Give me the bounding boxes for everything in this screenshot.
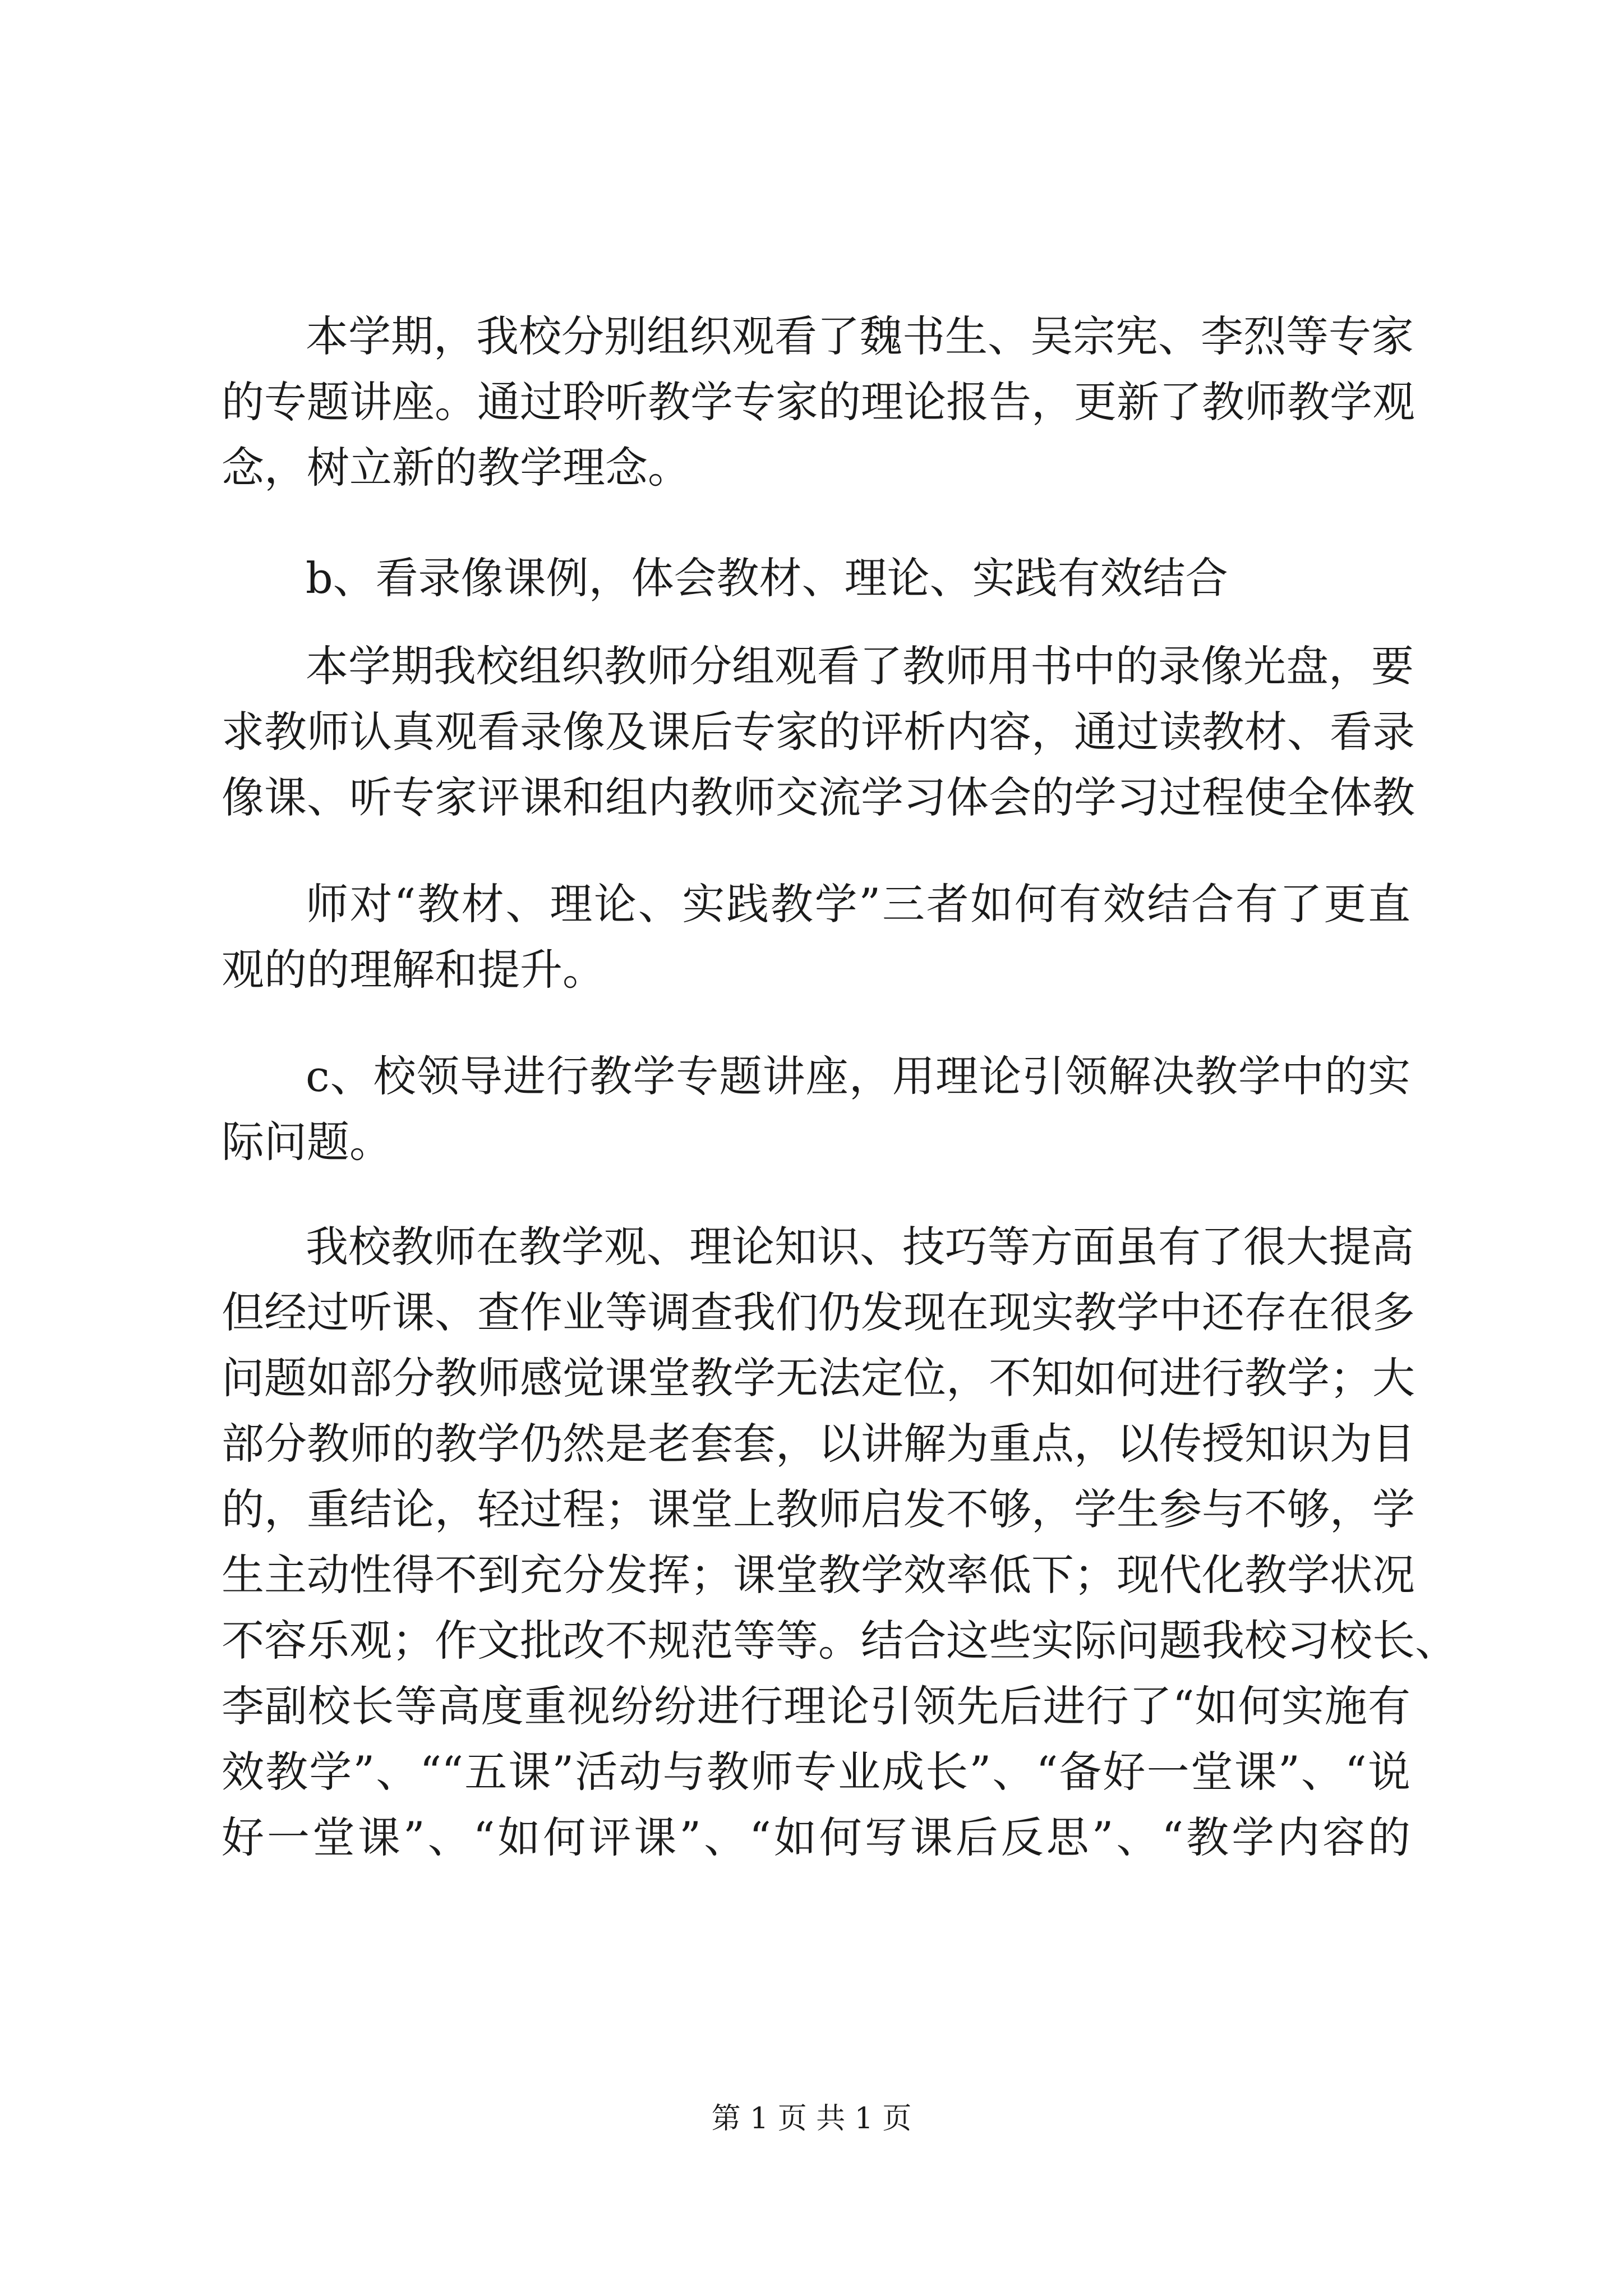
page-number-footer: 第 1 页 共 1 页 [711, 2102, 912, 2136]
text-line-2: 的专题讲座。通过聆听教学专家的理论报告，更新了教师教学观 [222, 377, 1415, 427]
text-line-16: 的，重结论，轻过程；课堂上教师启发不够，学生参与不够，学 [222, 1484, 1415, 1534]
text-line-14: 问题如部分教师感觉课堂教学无法定位，不知如何进行教学；大 [222, 1353, 1415, 1403]
text-line-17: 生主动性得不到充分发挥；课堂教学效率低下；现代化教学状况 [222, 1550, 1415, 1600]
text-line-15: 部分教师的教学仍然是老套套，以讲解为重点，以传授知识为目 [222, 1419, 1415, 1469]
text-line-20: 效教学”、““五课”活动与教师专业成长”、“备好一堂课”、“说 [222, 1747, 1410, 1797]
text-line-12: 我校教师在教学观、理论知识、技巧等方面虽有了很大提高 [306, 1222, 1414, 1272]
text-line-7: 像课、听专家评课和组内教师交流学习体会的学习过程使全体教 [222, 772, 1415, 822]
text-line-19: 李副校长等高度重视纷纷进行理论引领先后进行了“如何实施有 [222, 1681, 1410, 1731]
text-line-8: 师对“教材、理论、实践教学”三者如何有效结合有了更直 [306, 879, 1410, 929]
text-line-18: 不容乐观；作文批改不规范等等。结合这些实际问题我校习校长、 [222, 1616, 1458, 1665]
text-line-21: 好一堂课”、“如何评课”、“如何写课后反思”、“教学内容的 [222, 1812, 1410, 1862]
text-line-6: 求教师认真观看录像及课后专家的评析内容，通过读教材、看录 [222, 707, 1415, 757]
text-line-1: 本学期，我校分别组织观看了魏书生、吴宗宪、李烈等专家 [306, 311, 1414, 361]
text-line-5: 本学期我校组织教师分组观看了教师用书中的录像光盘，要 [306, 641, 1414, 691]
text-line-11: 际问题。 [222, 1117, 392, 1167]
text-line-10: c、校领导进行教学专题讲座，用理论引领解决教学中的实 [306, 1051, 1410, 1101]
text-line-13: 但经过听课、查作业等调查我们仍发现在现实教学中还存在很多 [222, 1287, 1415, 1337]
text-line-9: 观的的理解和提升。 [222, 945, 605, 995]
text-line-4: b、看录像课例，体会教材、理论、实践有效结合 [306, 553, 1228, 603]
text-line-3: 念，树立新的教学理念。 [222, 443, 690, 493]
